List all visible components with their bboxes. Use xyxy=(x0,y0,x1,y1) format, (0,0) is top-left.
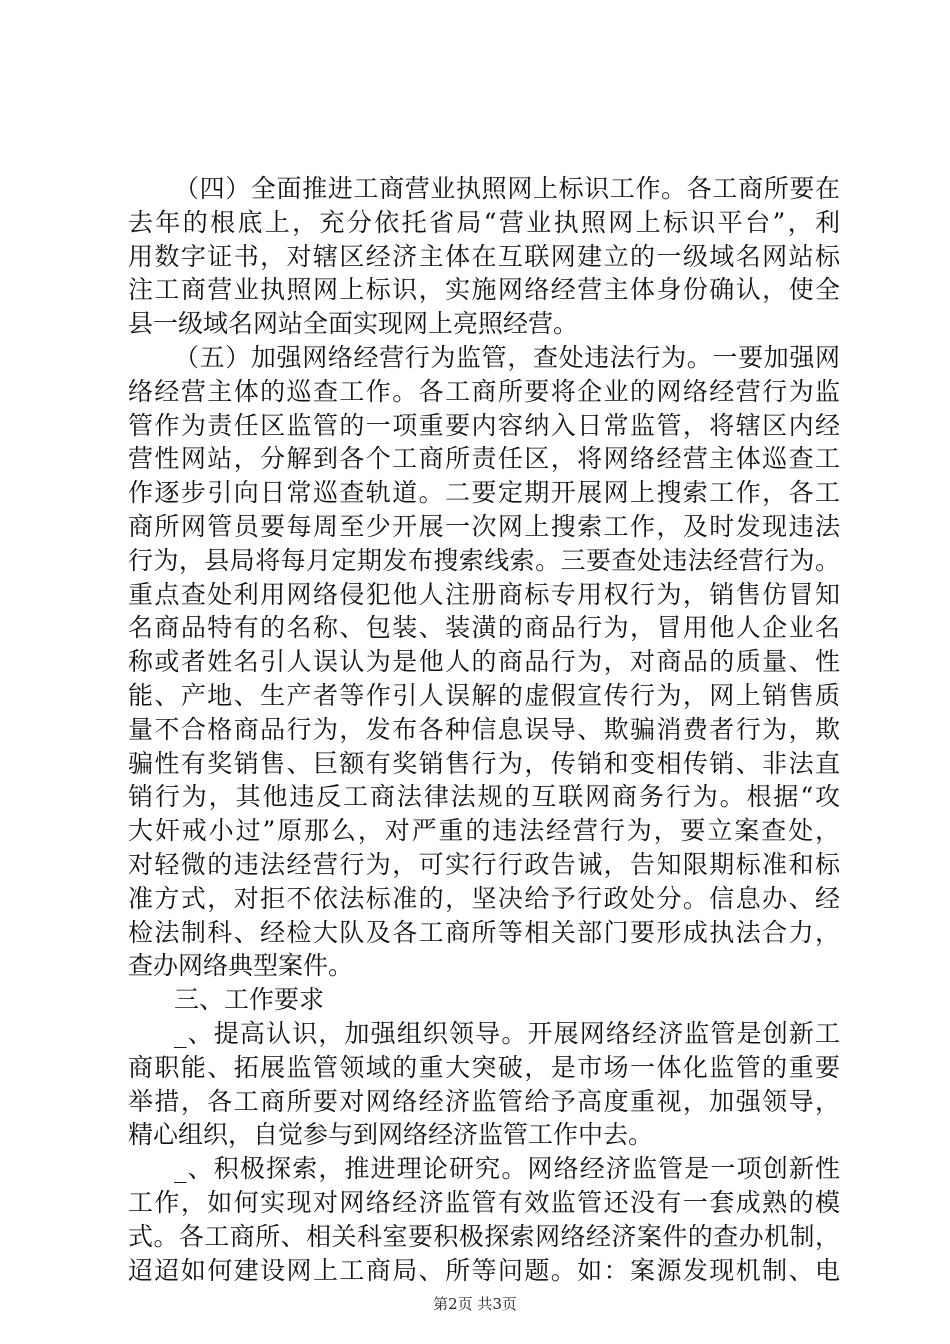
paragraph-line: 称或者姓名引人误认为是他人的商品行为，对商品的质量、性 xyxy=(128,647,840,677)
paragraph-line: 管作为责任区监管的一项重要内容纳入日常监管，将辖区内经 xyxy=(128,410,840,440)
page-number-footer: 第2页 共3页 xyxy=(433,1295,517,1313)
paragraph-line: 注工商营业执照网上标识，实施网络经营主体身份确认，使全 xyxy=(128,275,840,305)
paragraph-line: 去年的根底上，充分依托省局“营业执照网上标识平台”，利 xyxy=(128,207,840,237)
paragraph-line: 销行为，其他违反工商法律法规的互联网商务行为。根据“攻 xyxy=(128,782,840,812)
paragraph-line: 对轻微的违法经营行为，可实行行政告诫，告知限期标准和标 xyxy=(128,849,840,879)
paragraph-line: 工作，如何实现对网络经济监管有效监管还没有一套成熟的模 xyxy=(128,1187,840,1217)
paragraph-line: 营性网站，分解到各个工商所责任区，将网络经营主体巡查工 xyxy=(128,444,840,474)
paragraph-line: _、积极探索，推进理论研究。网络经济监管是一项创新性 xyxy=(174,1154,840,1184)
paragraph-line: 准方式，对拒不依法标准的，坚决给予行政处分。信息办、经 xyxy=(128,883,840,913)
paragraph-line: 作逐步引向日常巡查轨道。二要定期开展网上搜索工作，各工 xyxy=(128,478,840,508)
paragraph-line: 检法制科、经检大队及各工商所等相关部门要形成执法合力， xyxy=(128,917,840,947)
paragraph-line: 式。各工商所、相关科室要积极探索网络经济案件的查办机制， xyxy=(128,1221,840,1251)
paragraph-line: 举措，各工商所要对网络经济监管给予高度重视，加强领导， xyxy=(128,1086,840,1116)
paragraph-line: 大奸戒小过”原那么，对严重的违法经营行为，要立案查处， xyxy=(128,816,840,846)
paragraph-line: 商职能、拓展监管领域的重大突破，是市场一体化监管的重要 xyxy=(128,1052,840,1082)
paragraph-line: 用数字证书，对辖区经济主体在互联网建立的一级域名网站标 xyxy=(128,241,840,271)
paragraph-line: _、提高认识，加强组织领导。开展网络经济监管是创新工 xyxy=(174,1018,840,1048)
paragraph-line: 行为，县局将每月定期发布搜索线索。三要查处违法经营行为。 xyxy=(128,545,840,575)
paragraph-line: 迢迢如何建设网上工商局、所等问题。如：案源发现机制、电 xyxy=(128,1255,840,1285)
paragraph-line: （四）全面推进工商营业执照网上标识工作。各工商所要在 xyxy=(174,174,840,203)
paragraph-line: 量不合格商品行为，发布各种信息误导、欺骗消费者行为，欺 xyxy=(128,714,840,744)
paragraph-line: 名商品特有的名称、包装、装潢的商品行为，冒用他人企业名 xyxy=(128,613,840,643)
paragraph-line: 骗性有奖销售、巨额有奖销售行为，传销和变相传销、非法直 xyxy=(128,748,840,778)
paragraph-line: 精心组织，自觉参与到网络经济监管工作中去。 xyxy=(128,1120,654,1150)
paragraph-line: （五）加强网络经营行为监管，查处违法行为。一要加强网 xyxy=(174,342,840,372)
paragraph-line: 商所网管员要每周至少开展一次网上搜索工作，及时发现违法 xyxy=(128,511,840,541)
body-text xyxy=(128,172,840,1287)
section-heading: 三、工作要求 xyxy=(174,985,325,1015)
paragraph-line: 县一级域名网站全面实现网上亮照经营。 xyxy=(128,309,579,339)
paragraph-line: 重点查处利用网络侵犯他人注册商标专用权行为，销售仿冒知 xyxy=(128,579,840,609)
paragraph-line: 查办网络典型案件。 xyxy=(128,951,354,981)
paragraph-line: 能、产地、生产者等作引人误解的虚假宣传行为，网上销售质 xyxy=(128,680,840,710)
paragraph-line: 络经营主体的巡查工作。各工商所要将企业的网络经营行为监 xyxy=(128,376,840,406)
